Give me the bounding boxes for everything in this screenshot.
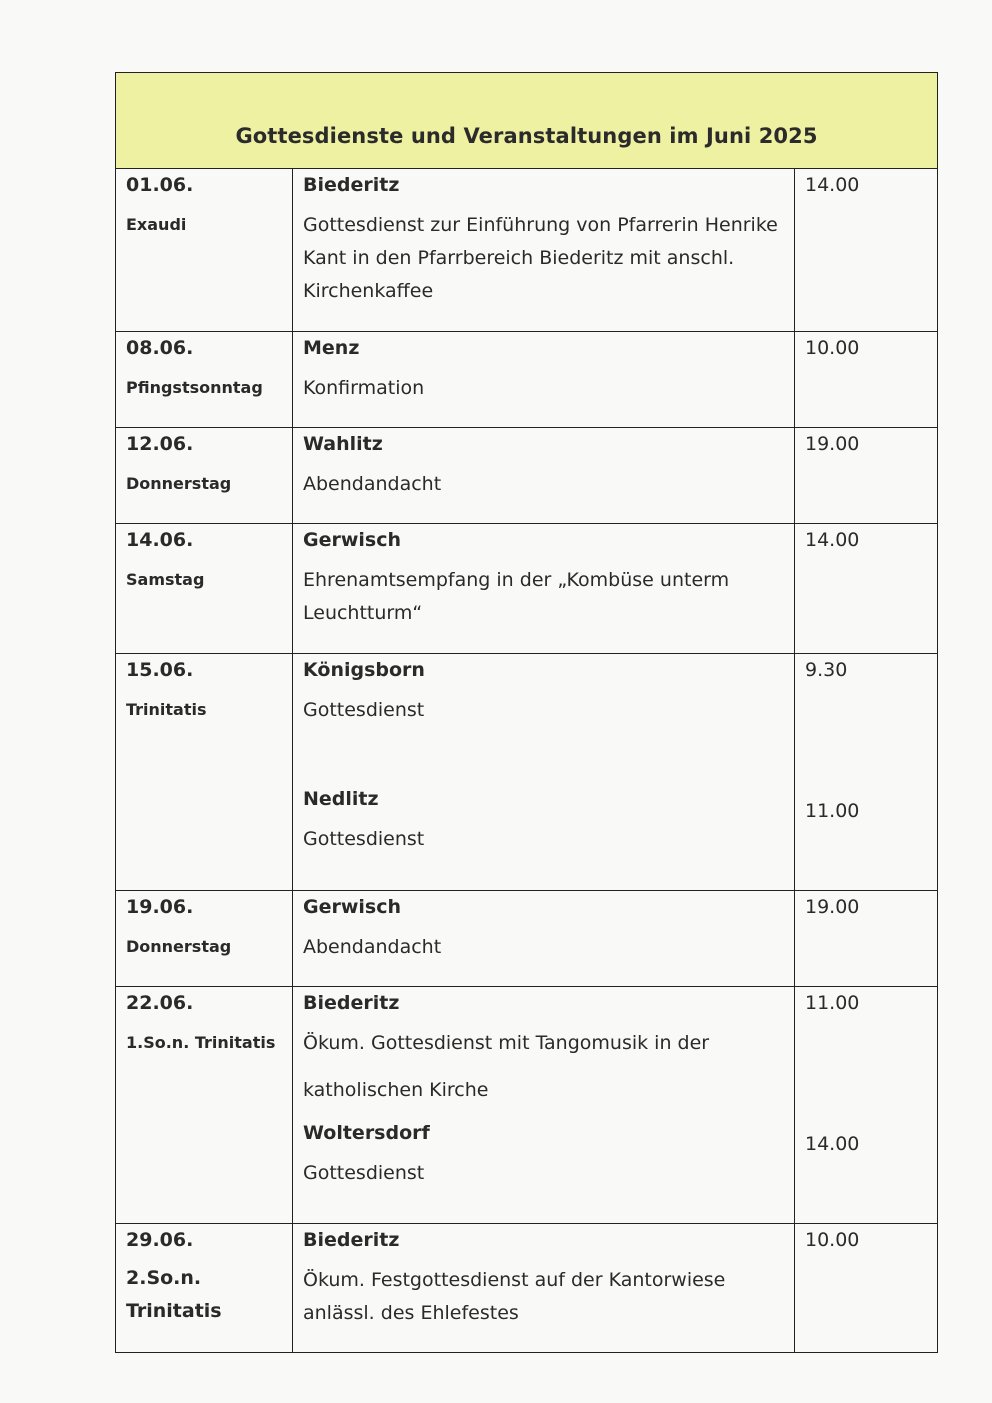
- row-description: Gottesdienst: [303, 1162, 425, 1184]
- row-day: Donnerstag: [126, 937, 232, 956]
- table-row: [116, 987, 937, 1224]
- row-description: Abendandacht: [303, 473, 442, 495]
- row-date: 22.06.: [126, 992, 194, 1014]
- row-description: Gottesdienst: [303, 699, 425, 721]
- row-description: Ökum. Festgottesdienst auf der Kantorwiese anlässl. des Ehlefestes: [303, 1269, 726, 1324]
- row-date: 29.06.: [126, 1229, 194, 1251]
- row-date: 01.06.: [126, 174, 194, 196]
- row-day: Exaudi: [126, 215, 187, 234]
- table-row: [116, 169, 937, 332]
- row-date: 08.06.: [126, 337, 194, 359]
- schedule-table: [115, 72, 938, 1353]
- row-place: Biederitz: [303, 1229, 400, 1251]
- row-date: 14.06.: [126, 529, 194, 551]
- table-row: [116, 891, 937, 987]
- row-day: Pfingstsonntag: [126, 378, 263, 397]
- title-bar: [116, 73, 937, 169]
- row-place: Biederitz: [303, 174, 400, 196]
- row-day: Donnerstag: [126, 474, 232, 493]
- row-place: Wahlitz: [303, 433, 383, 455]
- table-row: [116, 332, 937, 428]
- table-row: [116, 1224, 937, 1352]
- row-place: Gerwisch: [303, 896, 402, 918]
- row-date: 15.06.: [126, 659, 194, 681]
- table-row: [116, 428, 937, 524]
- row-day: Trinitatis: [126, 700, 207, 719]
- row-time: 19.00: [805, 433, 860, 455]
- row-place: Biederitz: [303, 992, 400, 1014]
- row-description: Gottesdienst zur Einführung von Pfarrerin Henrike Kant in den Pfarrbereich Biederitz mit anschl. Kirchenkaffee: [303, 214, 778, 302]
- table-row: [116, 524, 937, 654]
- row-date: 12.06.: [126, 433, 194, 455]
- row-description: Gottesdienst: [303, 828, 425, 850]
- row-day: 2.So.n. Trinitatis: [126, 1267, 222, 1322]
- row-time: 14.00: [805, 174, 860, 196]
- row-place: Nedlitz: [303, 788, 379, 810]
- row-date: 19.06.: [126, 896, 194, 918]
- row-time: 19.00: [805, 896, 860, 918]
- row-description: Konfirmation: [303, 377, 425, 399]
- row-time: 14.00: [805, 529, 860, 551]
- row-time: 14.00: [805, 1133, 860, 1155]
- row-place: Königsborn: [303, 659, 425, 681]
- row-time: 11.00: [805, 800, 860, 822]
- row-description: Ehrenamtsempfang in der „Kombüse unterm Leuchtturm“: [303, 569, 730, 624]
- row-description: Ökum. Gottesdienst mit Tangomusik in der: [303, 1032, 710, 1054]
- row-place: Gerwisch: [303, 529, 402, 551]
- row-description: katholischen Kirche: [303, 1079, 489, 1101]
- page-title: Gottesdienste und Veranstaltungen im Juni 2025: [235, 124, 818, 148]
- table-row: [116, 654, 937, 891]
- row-time: 10.00: [805, 337, 860, 359]
- row-place: Woltersdorf: [303, 1122, 430, 1144]
- row-time: 9.30: [805, 659, 848, 681]
- row-day: 1.So.n. Trinitatis: [126, 1033, 276, 1052]
- row-description: Abendandacht: [303, 936, 442, 958]
- row-time: 11.00: [805, 992, 860, 1014]
- row-place: Menz: [303, 337, 360, 359]
- row-time: 10.00: [805, 1229, 860, 1251]
- row-day: Samstag: [126, 570, 205, 589]
